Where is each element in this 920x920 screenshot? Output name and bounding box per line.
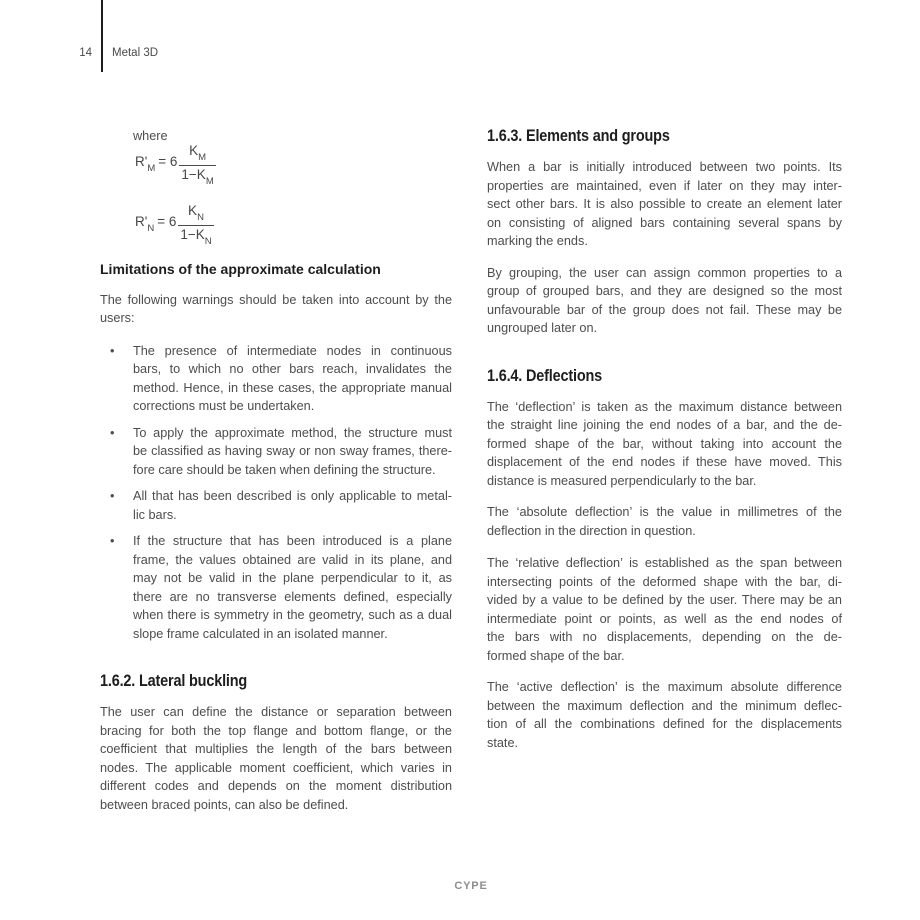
bullet-list xyxy=(100,342,452,644)
formula-rn xyxy=(135,203,452,247)
fraction-numerator: $K_N$ xyxy=(188,203,204,223)
bullet-text: All that has been described is only applicable to metal- lic bars. xyxy=(133,489,452,522)
bullet-text: The presence of intermediate nodes in continuous bars, to which no other bars reach, invalidates the method. Hence, in these cases, the appropriate manual corrections must be undertaken. xyxy=(133,343,452,413)
fraction xyxy=(179,143,215,187)
bullet-item xyxy=(100,342,452,416)
bullet-text: To apply the approximate method, the structure must be classified as having sway or non sway frames, there- fore care should be taken when defining the structure. xyxy=(133,425,452,477)
bullet-icon: • xyxy=(110,425,115,440)
header-divider xyxy=(101,0,103,72)
left-column xyxy=(100,125,452,814)
section-1-6-4-paragraph-1: The ‘deflection’ is taken as the maximum distance between the straight line joining the end nodes of a bar, and the de- formed shape of the bar, without taking into account the displacement of the end nodes if these have moved. This distance is measured perpendicularly to the bar. xyxy=(487,399,842,488)
limitations-heading: Limitations of the approximate calculation xyxy=(100,260,381,277)
page-footer xyxy=(100,876,842,894)
section-1-6-3-heading: 1.6.3. Elements and groups xyxy=(487,126,670,145)
bullet-item xyxy=(100,424,452,480)
fraction-denominator: $1-K_M$ xyxy=(181,167,214,187)
section-1-6-4-paragraph-2: The ‘absolute deflection’ is the value in millimetres of the deflection in the direction in question. xyxy=(487,505,842,538)
bullet-icon: • xyxy=(110,489,115,503)
section-1-6-2-heading: 1.6.2. Lateral buckling xyxy=(100,671,248,690)
bullet-icon: • xyxy=(110,343,115,358)
section-1-6-4-heading: 1.6.4. Deflections xyxy=(487,365,603,385)
right-column xyxy=(487,125,842,752)
document-title: Metal 3D xyxy=(112,47,159,59)
section-1-6-4-paragraph-4: The ‘active deflection’ is the maximum absolute difference between the maximum deflection and the minimum deflec- tion of all the combinations defined for the displacements state. xyxy=(487,680,842,750)
where-label: where xyxy=(133,129,168,143)
bullet-text: If the structure that has been introduced is a plane frame, the values obtained are valid in its plane, and may not be valid in the plane perpendicular to it, as there are no transverse elements defined, especially when there is symmetry in the geometry, such as a dual slope frame calculated in an isolated manner. xyxy=(133,534,452,641)
bullet-icon: • xyxy=(110,534,115,548)
fraction-denominator: $1-K_N$ xyxy=(180,227,212,247)
formula-rm xyxy=(135,143,452,187)
fraction-numerator: $K_M$ xyxy=(189,143,207,163)
formula-lhs: $R'_M = 6$ xyxy=(135,154,178,175)
formula-lhs: $R'_N = 6$ xyxy=(135,214,177,235)
page-number: 14 xyxy=(79,47,92,59)
bullet-item xyxy=(100,532,452,643)
footer-brand: CYPE xyxy=(454,880,488,892)
limitations-intro-paragraph: The following warnings should be taken into account by the users: xyxy=(100,292,452,325)
section-1-6-3-paragraph-1: When a bar is initially introduced between two points. Its properties are maintained, even if later on they may inter- sect other bars. It is also possible to create an element later on consisting of aligned bars containing several spans by marking the ends. xyxy=(487,160,842,248)
section-1-6-3-paragraph-2: By grouping, the user can assign common properties to a group of grouped bars, and they are designed so the most unfavourable bar of the group does not fail. These may be ungrouped later on. xyxy=(487,265,842,335)
fraction xyxy=(178,203,213,247)
section-1-6-4-paragraph-3: The ‘relative deflection’ is established as the span between intersecting points of the deformed shape with the bar, di- vided by a value to be defined by the user. There may be an intermediate point or points, as well as the end nodes of the bars with no displacements, depending on the de- formed shape of the bar. xyxy=(487,556,842,663)
bullet-item xyxy=(100,487,452,524)
section-1-6-2-paragraph: The user can define the distance or separation between bracing for both the top flange and bottom flange, or the coefficient that multiplies the length of the bars between nodes. The applicable moment coefficient, which varies in different codes and depends on the moment distribution between braced points, can also be defined. xyxy=(100,705,452,812)
